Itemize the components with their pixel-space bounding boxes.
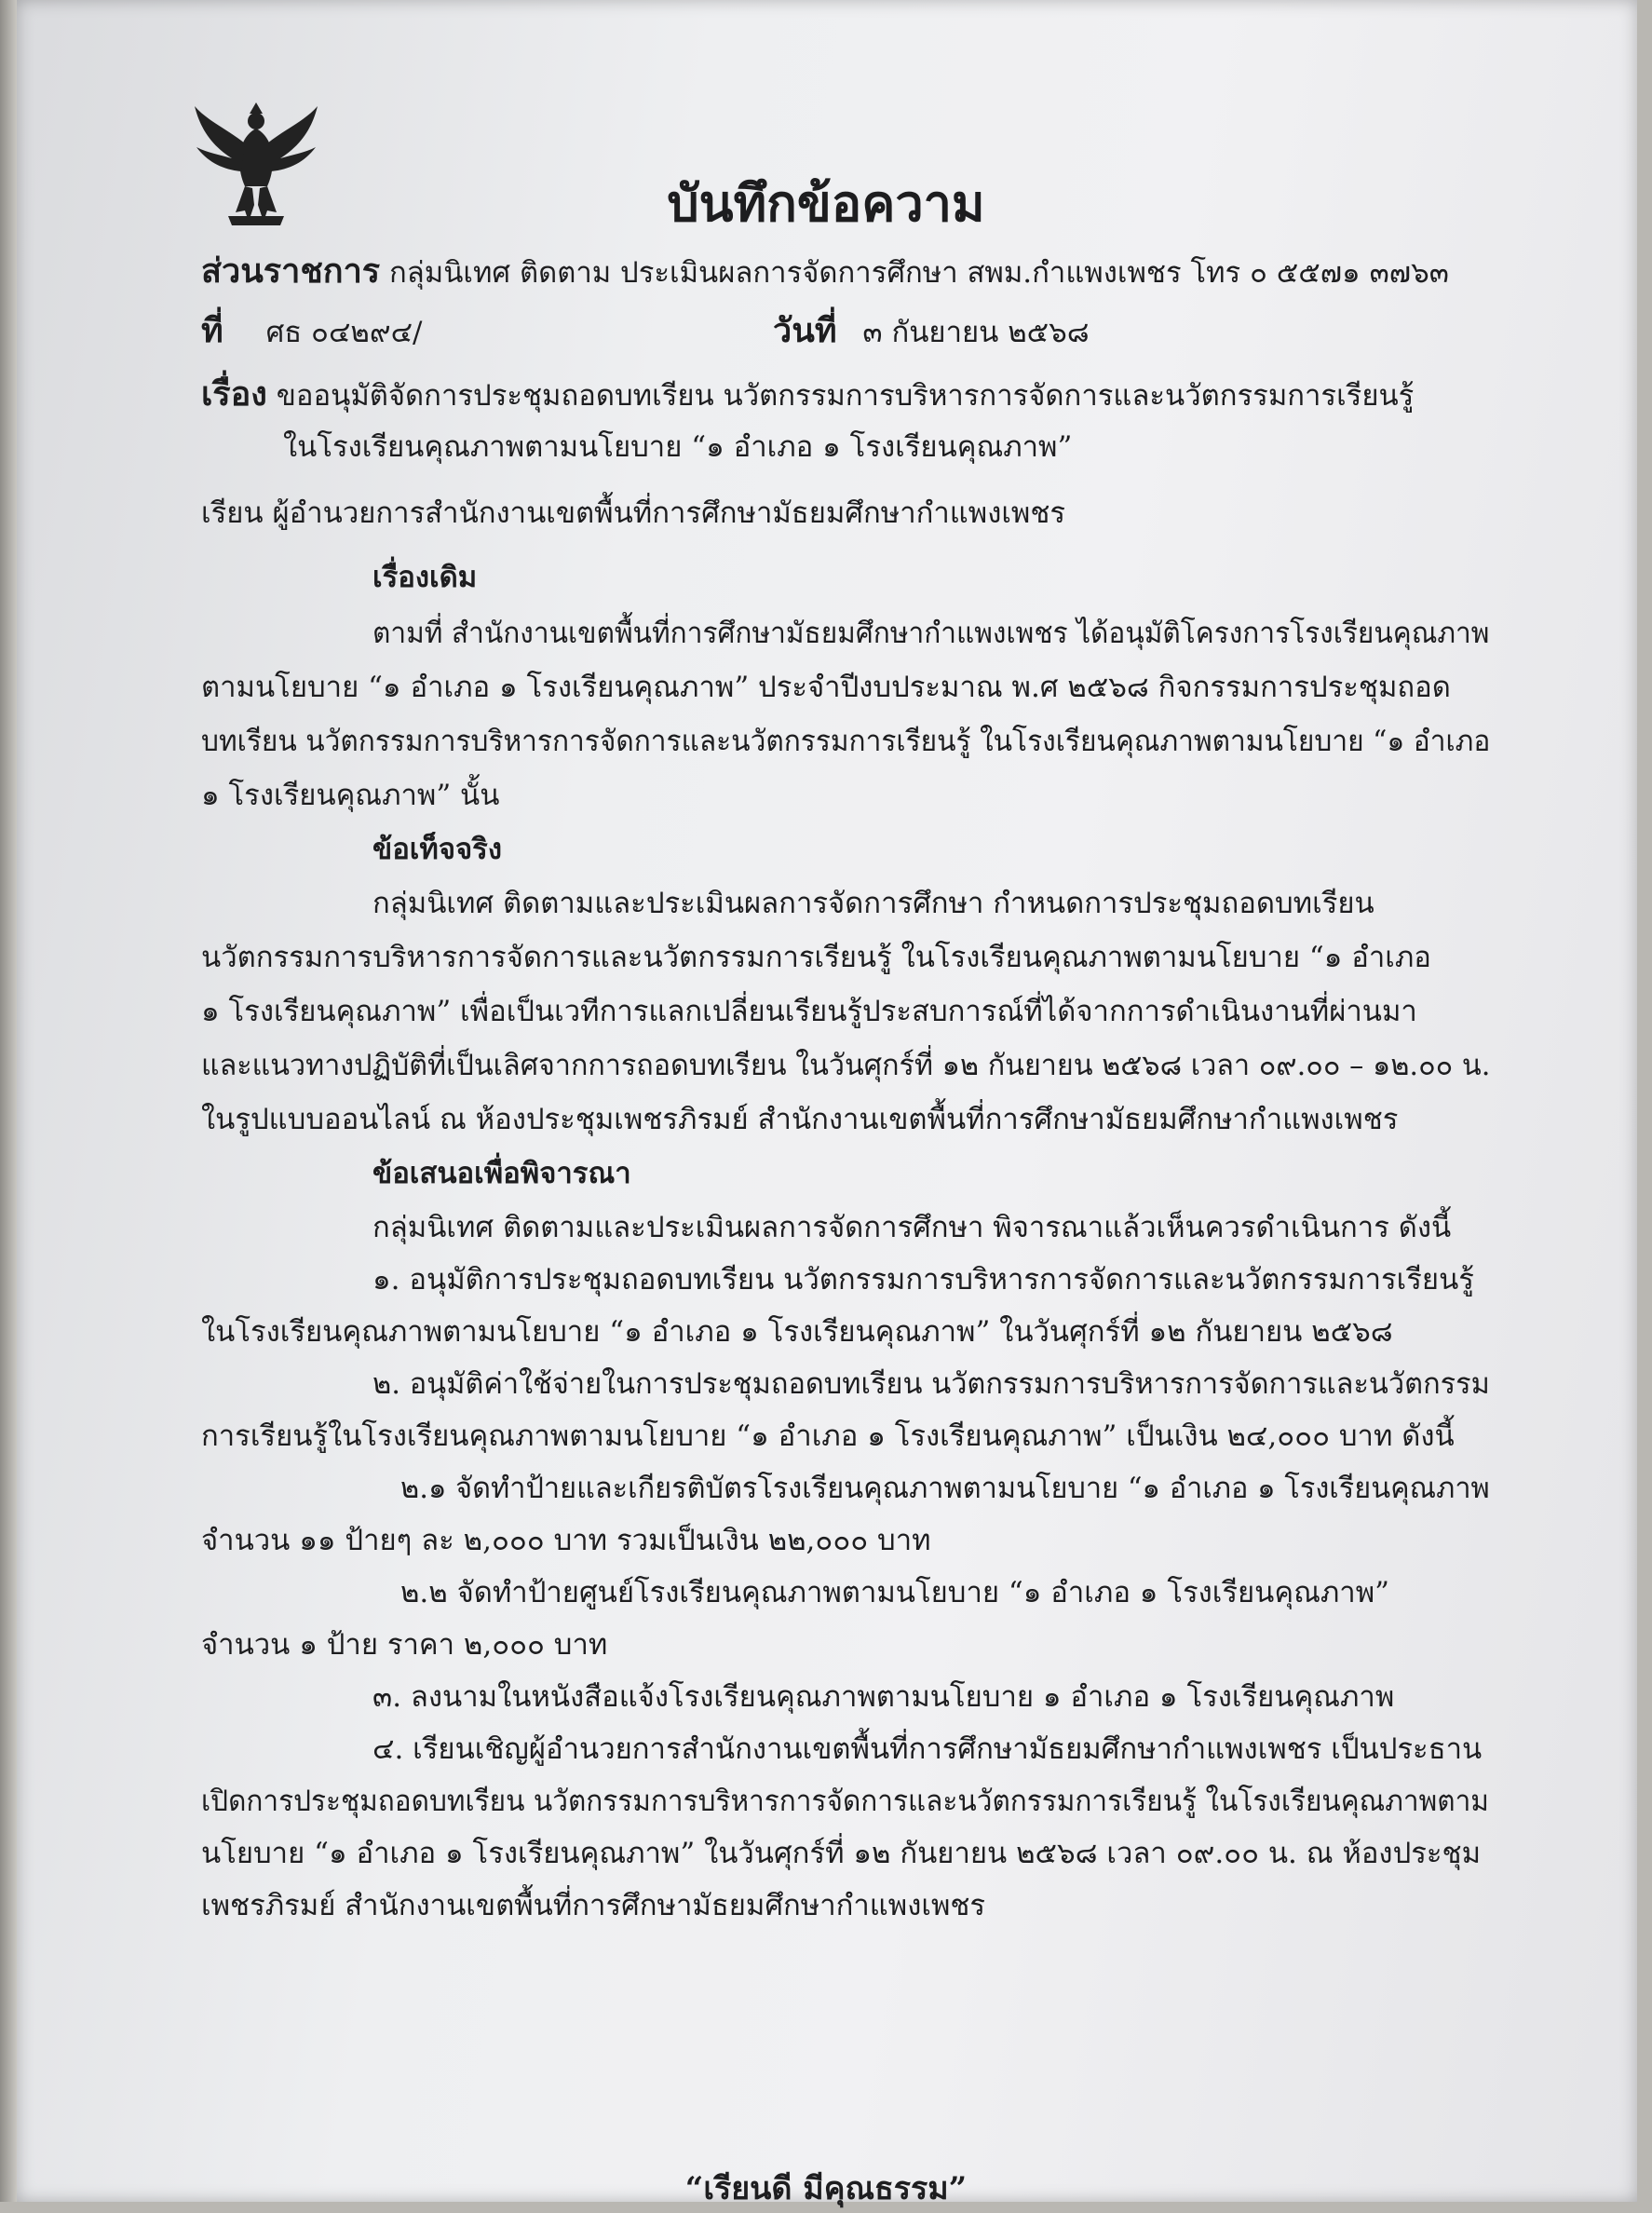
ref-label: ที่ <box>201 311 223 350</box>
proposal-line: ๒.๑ จัดทำป้ายและเกียรติบัตรโรงเรียนคุณภาพตามนโยบาย “๑ อำเภอ ๑ โรงเรียนคุณภาพ <box>400 1472 1490 1505</box>
ref-value: ศธ ๐๔๒๙๔/ <box>265 316 423 349</box>
background-line: บทเรียน นวัตกรรมการบริหารการจัดการและนวัตกรรมการเรียนรู้ ในโรงเรียนคุณภาพตามนโยบาย “๑ อำเภอ <box>201 725 1491 758</box>
proposal-line: จำนวน ๑ ป้าย ราคา ๒,๐๐๐ บาท <box>201 1628 608 1662</box>
facts-line: ๑ โรงเรียนคุณภาพ” เพื่อเป็นเวทีการแลกเปลี่ยนเรียนรู้ประสบการณ์ที่ได้จากการดำเนินงานที่ผ่านมา <box>201 995 1417 1028</box>
facts-heading: ข้อเท็จจริง <box>372 833 502 866</box>
subject-row <box>201 374 1414 414</box>
memo-title: บันทึกข้อความ <box>667 173 985 233</box>
facts-line: ในรูปแบบออนไลน์ ณ ห้องประชุมเพชรภิรมย์ สำนักงานเขตพื้นที่การศึกษามัธยมศึกษากำแพงเพชร <box>201 1103 1399 1136</box>
school-motto: “เรียนดี มีคุณธรรม” <box>684 2170 968 2207</box>
proposal-line: กลุ่มนิเทศ ติดตามและประเมินผลการจัดการศึกษา พิจารณาแล้วเห็นควรดำเนินการ ดังนี้ <box>372 1211 1452 1244</box>
proposal-line: ๔. เรียนเชิญผู้อำนวยการสำนักงานเขตพื้นที่การศึกษามัธยมศึกษากำแพงเพชร เป็นประธาน <box>372 1732 1483 1766</box>
proposal-line: เพชรภิรมย์ สำนักงานเขตพื้นที่การศึกษามัธยมศึกษากำแพงเพชร <box>201 1889 986 1922</box>
proposal-line: ๒.๒ จัดทำป้ายศูนย์โรงเรียนคุณภาพตามนโยบาย “๑ อำเภอ ๑ โรงเรียนคุณภาพ” <box>400 1576 1389 1609</box>
date-row <box>773 311 1090 351</box>
subject-line-1: ขออนุมัติจัดการประชุมถอดบทเรียน นวัตกรรมการบริหารการจัดการและนวัตกรรมการเรียนรู้ <box>276 379 1415 413</box>
subject-label: เรื่อง <box>201 374 267 414</box>
subject-line-2: ในโรงเรียนคุณภาพตามนโยบาย “๑ อำเภอ ๑ โรงเรียนคุณภาพ” <box>283 430 1073 464</box>
background-heading: เรื่องเดิม <box>372 561 478 594</box>
proposal-line: ในโรงเรียนคุณภาพตามนโยบาย “๑ อำเภอ ๑ โรงเรียนคุณภาพ” ในวันศุกร์ที่ ๑๒ กันยายน ๒๕๖๘ <box>201 1315 1393 1349</box>
agency-row <box>201 251 1449 292</box>
proposal-line: ๒. อนุมัติค่าใช้จ่ายในการประชุมถอดบทเรียน นวัตกรรมการบริหารการจัดการและนวัตกรรม <box>372 1367 1490 1401</box>
proposal-line: นโยบาย “๑ อำเภอ ๑ โรงเรียนคุณภาพ” ในวันศุกร์ที่ ๑๒ กันยายน ๒๕๖๘ เวลา ๐๙.๐๐ น. ณ ห้องประชุม <box>201 1837 1482 1870</box>
proposal-line: การเรียนรู้ในโรงเรียนคุณภาพตามนโยบาย “๑ อำเภอ ๑ โรงเรียนคุณภาพ” เป็นเงิน ๒๔,๐๐๐ บาท ดังนี้ <box>201 1419 1455 1453</box>
agency-value: กลุ่มนิเทศ ติดตาม ประเมินผลการจัดการศึกษา สพม.กำแพงเพชร โทร ๐ ๕๕๗๑ ๓๗๖๓ <box>389 256 1449 290</box>
agency-label: ส่วนราชการ <box>201 251 381 291</box>
background-line: ตามที่ สำนักงานเขตพื้นที่การศึกษามัธยมศึกษากำแพงเพชร ได้อนุมัติโครงการโรงเรียนคุณภาพ <box>372 617 1490 650</box>
ref-row <box>201 311 422 351</box>
proposal-line: ๓. ลงนามในหนังสือแจ้งโรงเรียนคุณภาพตามนโยบาย ๑ อำเภอ ๑ โรงเรียนคุณภาพ <box>372 1680 1395 1714</box>
proposal-line: ๑. อนุมัติการประชุมถอดบทเรียน นวัตกรรมการบริหารการจัดการและนวัตกรรมการเรียนรู้ <box>372 1263 1474 1297</box>
background-line: ๑ โรงเรียนคุณภาพ” นั้น <box>201 779 500 812</box>
proposal-line: เปิดการประชุมถอดบทเรียน นวัตกรรมการบริหารการจัดการและนวัตกรรมการเรียนรู้ ในโรงเรียนคุณภาพตาม <box>201 1785 1489 1818</box>
facts-line: นวัตกรรมการบริหารการจัดการและนวัตกรรมการเรียนรู้ ในโรงเรียนคุณภาพตามนโยบาย “๑ อำเภอ <box>201 941 1431 974</box>
date-label: วันที่ <box>773 311 837 350</box>
proposal-heading: ข้อเสนอเพื่อพิจารณา <box>372 1157 631 1190</box>
proposal-line: จำนวน ๑๑ ป้ายๆ ละ ๒,๐๐๐ บาท รวมเป็นเงิน ๒๒,๐๐๐ บาท <box>201 1524 931 1557</box>
facts-line: และแนวทางปฏิบัติที่เป็นเลิศจากการถอดบทเรียน ในวันศุกร์ที่ ๑๒ กันยายน ๒๕๖๘ เวลา ๐๙.๐๐ – ๑๒.๐๐ น. <box>201 1049 1491 1082</box>
addressee: เรียน ผู้อำนวยการสำนักงานเขตพื้นที่การศึกษามัธยมศึกษากำแพงเพชร <box>201 496 1066 530</box>
facts-line: กลุ่มนิเทศ ติดตามและประเมินผลการจัดการศึกษา กำหนดการประชุมถอดบทเรียน <box>372 887 1374 920</box>
page-edge <box>0 0 17 2202</box>
background-line: ตามนโยบาย “๑ อำเภอ ๑ โรงเรียนคุณภาพ” ประจำปีงบประมาณ พ.ศ ๒๕๖๘ กิจกรรมการประชุมถอด <box>201 671 1451 704</box>
date-value: ๓ กันยายน ๒๕๖๘ <box>862 316 1090 349</box>
